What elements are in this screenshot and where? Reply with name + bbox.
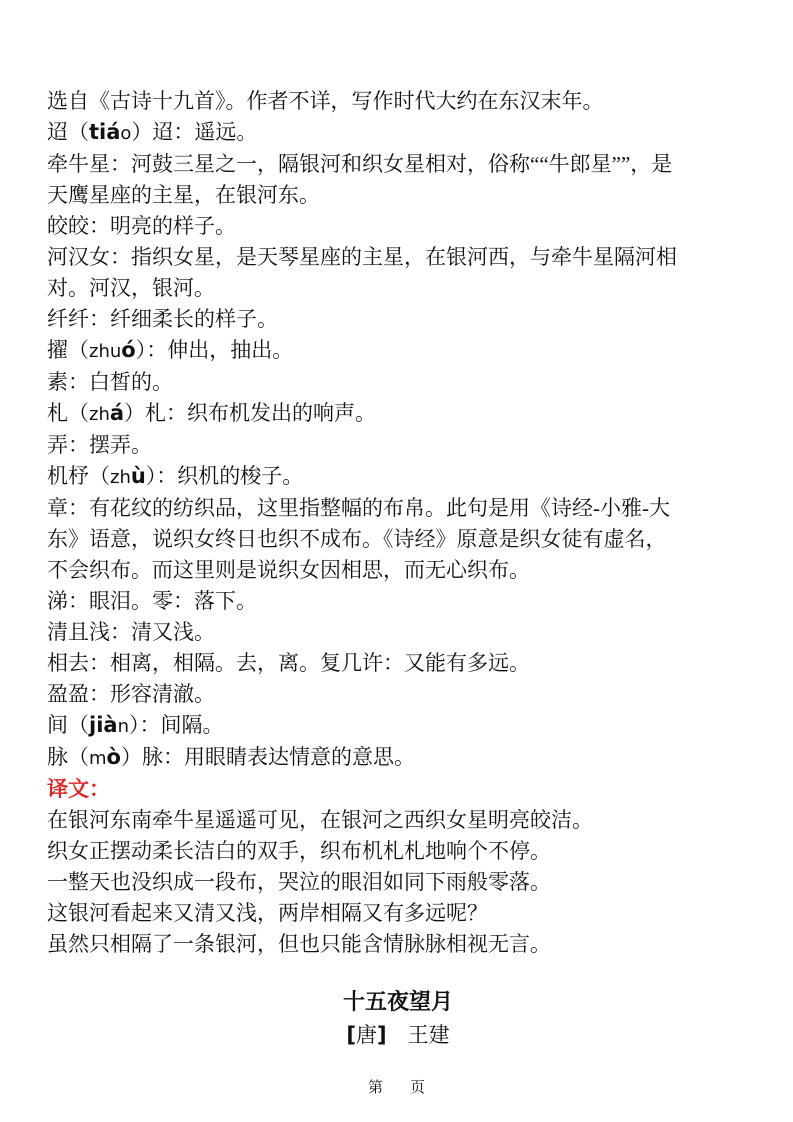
pinyin-text: o [120, 123, 132, 144]
text-segment: 选自《古诗十九首》。作者不详，写作时代大约在东汉末年。 [47, 89, 604, 113]
text-line [47, 586, 749, 617]
text-segment: 在银河东南牵牛星遥遥可见，在银河之西织女星明亮皎洁。 [47, 808, 593, 832]
text-line [47, 304, 749, 335]
text-segment: ）：间隔。 [129, 713, 224, 737]
text-line [47, 398, 749, 430]
text-segment: ）：伸出，抽出。 [135, 338, 294, 362]
text-line [47, 524, 749, 555]
next-poem-heading [47, 985, 749, 1053]
text-line [47, 180, 749, 211]
pinyin-text: ù [130, 464, 146, 488]
text-segment: 东》语意，说织女终日也织不成布。《诗经》原意是织女徒有虚名， [47, 527, 667, 551]
text-line [47, 836, 749, 867]
text-segment: ] [377, 1023, 387, 1047]
text-segment: 虽然只相隔了一条银河，但也只能含情脉脉相视无言。 [47, 932, 551, 956]
text-segment: 札（ [47, 401, 89, 425]
text-segment: 一整天也没织成一段布，哭泣的眼泪如同下雨般零落。 [47, 870, 551, 894]
text-line [47, 117, 749, 149]
text-segment: 涕：眼泪。零：落下。 [47, 589, 257, 613]
next-poem-author [47, 1018, 749, 1053]
page-footer [0, 1078, 793, 1098]
text-segment: 相去：相离，相隔。去，离。复几许：又能有多远。 [47, 651, 530, 675]
text-line [47, 710, 749, 742]
text-segment: 皎皎：明亮的样子。 [47, 214, 236, 238]
text-line [47, 898, 749, 929]
text-line [47, 367, 749, 398]
text-segment: 弄：摆弄。 [47, 433, 152, 457]
text-line [47, 617, 749, 648]
pinyin-text: zh [89, 404, 110, 425]
text-segment: 纤纤：纤细柔长的样子。 [47, 307, 278, 331]
pinyin-text: ò [106, 745, 121, 769]
text-segment: 素：白皙的。 [47, 370, 173, 394]
text-segment: 章：有花纹的纺织品，这里指整幅的布帛。此句是用《诗经-小雅-大 [47, 496, 670, 520]
text-segment: ）：织机的梭子。 [145, 464, 304, 488]
translation-label [47, 774, 749, 805]
text-line [47, 555, 749, 586]
pinyin-text: á [109, 401, 125, 425]
text-segment: 对。河汉，银河。 [47, 276, 215, 300]
pinyin-text: m [89, 748, 107, 769]
text-line [47, 273, 749, 304]
text-line [47, 242, 749, 273]
text-segment: 脉（ [47, 745, 89, 769]
text-segment: 织女正摆动柔长洁白的双手，织布机札札地响个不停。 [47, 839, 551, 863]
footer-page-suffix: 页 [410, 1080, 426, 1096]
text-segment: ）札：织布机发出的响声。 [124, 401, 377, 425]
text-segment: 河汉女：指织女星，是天琴星座的主星，在银河西，与牵牛星隔河相 [47, 245, 677, 269]
text-segment: 间（ [47, 713, 89, 737]
text-line [47, 86, 749, 117]
footer-page-prefix: 第 [367, 1080, 383, 1096]
text-line [47, 867, 749, 898]
text-segment: 擢（ [47, 338, 89, 362]
pinyin-text: ó [121, 338, 136, 362]
annotation-notes [47, 86, 749, 1053]
text-segment: 这银河看起来又清又浅，两岸相隔又有多远呢？ [47, 901, 488, 925]
text-segment: 牵牛星：河鼓三星之一，隔银河和织女星相对，俗称““牛郎星””，是 [47, 152, 673, 176]
text-line [47, 149, 749, 180]
text-segment: 唐 [356, 1023, 377, 1047]
pinyin-text: tiá [89, 120, 121, 144]
text-segment: 王建 [386, 1023, 450, 1047]
text-line [47, 929, 749, 960]
text-segment: 清且浅：清又浅。 [47, 620, 215, 644]
pinyin-text: zhu [89, 341, 122, 362]
pinyin-text: n [117, 716, 129, 737]
text-segment: 天鹰星座的主星，在银河东。 [47, 183, 320, 207]
text-line [47, 461, 749, 493]
text-line [47, 679, 749, 710]
note-lines [47, 86, 749, 960]
text-line [47, 211, 749, 242]
text-segment: 译文： [47, 777, 110, 801]
text-segment: 盈盈：形容清澈。 [47, 682, 215, 706]
text-segment: ）迢：遥远。 [131, 120, 258, 144]
pinyin-text: jià [89, 713, 118, 737]
text-line [47, 335, 749, 367]
text-segment: [ [346, 1023, 356, 1047]
text-segment: ）脉：用眼睛表达情意的意思。 [120, 745, 415, 769]
text-line [47, 493, 749, 524]
text-line [47, 648, 749, 679]
next-poem-title: 十五夜望月 [342, 989, 453, 1014]
text-segment: 机杼（ [47, 464, 110, 488]
text-segment: 迢（ [47, 120, 89, 144]
text-segment: 不会织布。而这里则是说织女因相思，而无心织布。 [47, 558, 530, 582]
text-line [47, 742, 749, 774]
text-line [47, 805, 749, 836]
pinyin-text: zh [110, 467, 131, 488]
text-line [47, 430, 749, 461]
